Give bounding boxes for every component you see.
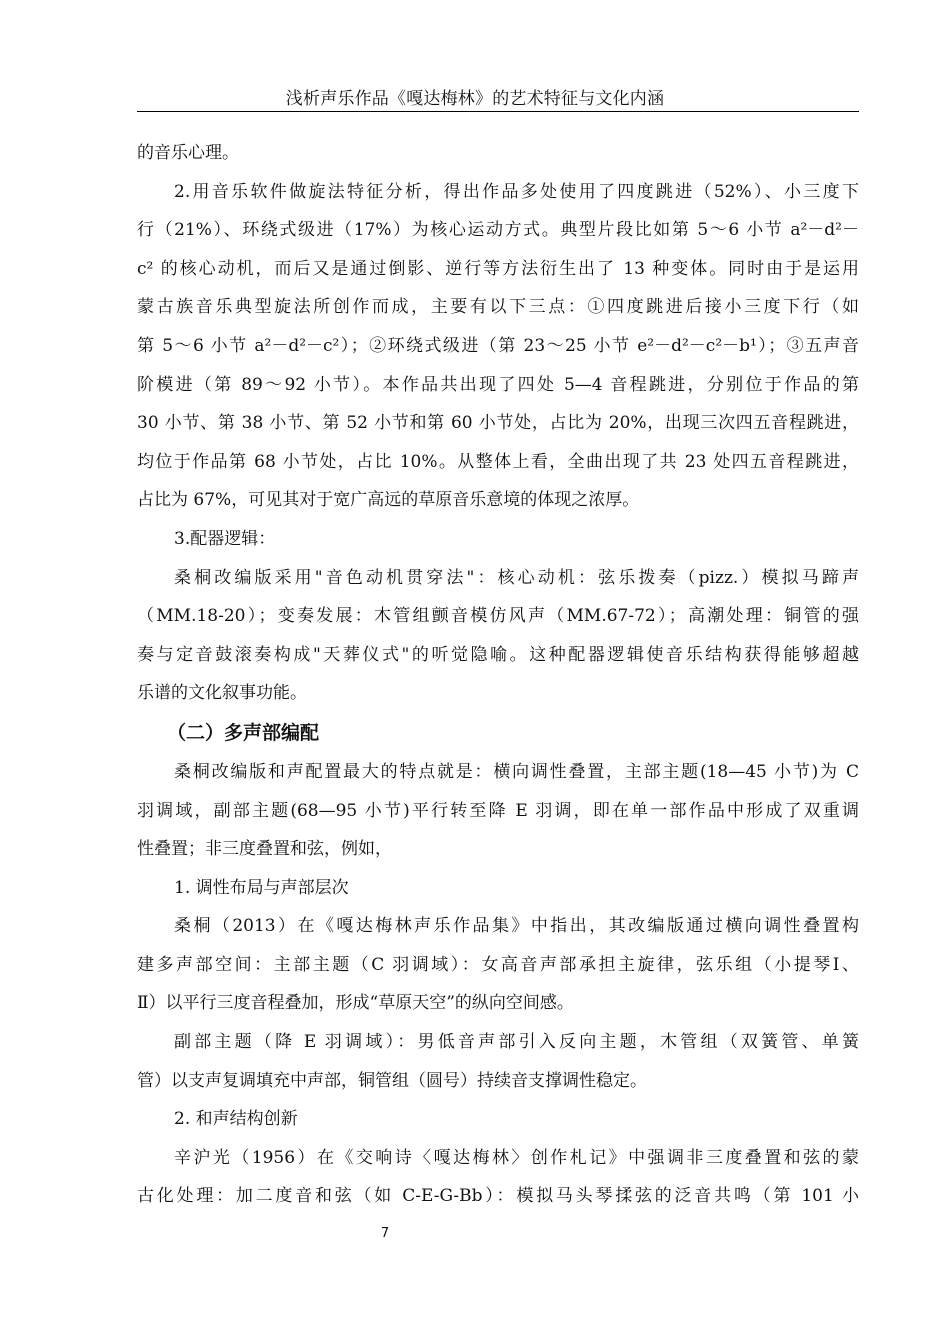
text-line: 第 5～6 小节 a²－d²－c²）；②环绕式级进（第 23～25 小节 e²－d²－c²－b¹）；③五声音 (137, 335, 859, 356)
text-line: 性叠置；非三度叠置和弦，例如， (137, 839, 392, 860)
running-header-title: 浅析声乐作品《嘎达梅林》的艺术特征与文化内涵 (285, 89, 665, 109)
text-line: 的音乐心理。 (137, 143, 239, 163)
text-line: 占比为 67%，可见其对于宽广高远的草原音乐意境的体现之浓厚。 (137, 490, 640, 511)
text-line: 奏与定音鼓滚奏构成"天葬仪式"的听觉隐喻。这种配器逻辑使音乐结构获得能够超越 (137, 644, 859, 665)
text-line: 行（21%）、环绕式级进（17%）为核心运动方式。典型片段比如第 5～6 小节 a²－d²－ (137, 220, 859, 241)
text-line: 管）以支声复调填充中声部，铜管组（圆号）持续音支撑调性稳定。 (137, 1070, 647, 1091)
text-line: Ⅱ）以平行三度音程叠加，形成“草原天空”的纵向空间感。 (137, 993, 574, 1014)
text-line: （MM.18-20）；变奏发展：木管组颤音模仿风声（MM.67-72）；高潮处理：铜管的强 (137, 606, 859, 627)
text-line: 副部主题（降 E 羽调域）：男低音声部引入反向主题，木管组（双簧管、单簧 (174, 1032, 859, 1053)
page-number: 7 (380, 1226, 390, 1241)
text-line: 30 小节、第 38 小节、第 52 小节和第 60 小节处，占比为 20%，出现三次四五音程跳进， (137, 413, 859, 434)
text-line: 辛沪光（1956）在《交响诗〈嘎达梅林〉创作札记》中强调非三度叠置和弦的蒙 (174, 1147, 859, 1168)
header-rule (137, 111, 859, 112)
text-line: 蒙古族音乐典型旋法所创作而成，主要有以下三点：①四度跳进后接小三度下行（如 (137, 297, 859, 318)
section-heading: （二）多声部编配 (167, 721, 320, 744)
text-line: 桑桐（2013）在《嘎达梅林声乐作品集》中指出，其改编版通过横向调性叠置构 (174, 916, 859, 937)
text-line: c² 的核心动机，而后又是通过倒影、逆行等方法衍生出了 13 种变体。同时由于是运用 (137, 258, 859, 279)
text-line: 建多声部空间：主部主题（C 羽调域）：女高音声部承担主旋律，弦乐组（小提琴Ⅰ、 (137, 954, 859, 975)
text-line: 2.用音乐软件做旋法特征分析，得出作品多处使用了四度跳进（52%）、小三度下 (174, 181, 859, 202)
text-line: 乐谱的文化叙事功能。 (137, 683, 307, 704)
text-line: 桑桐改编版和声配置最大的特点就是：横向调性叠置，主部主题(18—45 小节)为 C (174, 761, 859, 782)
text-line: 2. 和声结构创新 (174, 1109, 298, 1130)
text-line: 1. 调性布局与声部层次 (174, 877, 349, 898)
text-line: 3.配器逻辑： (174, 528, 276, 549)
text-line: 桑桐改编版采用"音色动机贯穿法"：核心动机：弦乐拨奏（pizz.）模拟马蹄声 (174, 567, 859, 588)
text-line: 羽调域，副部主题(68—95 小节)平行转至降 E 羽调，即在单一部作品中形成了双重调 (137, 800, 859, 821)
body-text (137, 134, 859, 1216)
text-line: 阶模进（第 89～92 小节）。本作品共出现了四处 5—4 音程跳进，分别位于作品的第 (137, 374, 859, 395)
text-line: 均位于作品第 68 小节处，占比 10%。从整体上看，全曲出现了共 23 处四五音程跳进， (137, 451, 859, 472)
text-line: 古化处理：加二度音和弦（如 C-E-G-Bb）：模拟马头琴揉弦的泛音共鸣（第 101 小 (137, 1186, 859, 1207)
